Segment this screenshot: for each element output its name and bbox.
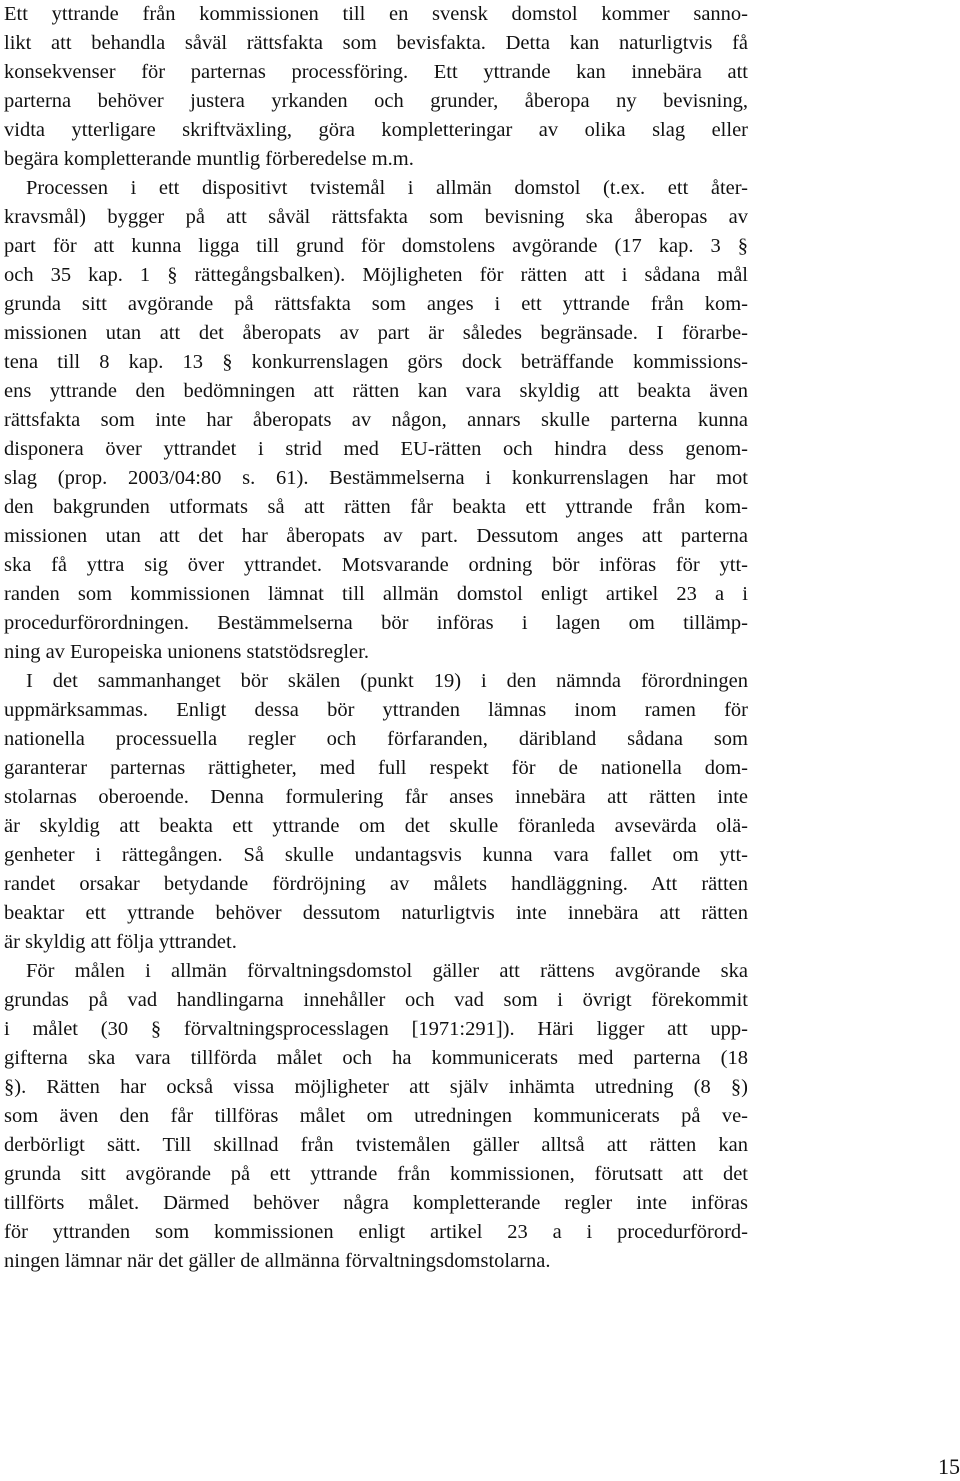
text-line: nationella processuella regler och förfaranden, däribland sådana som [4,728,748,750]
text-line: grunda sitt avgörande på ett yttrande från kommissionen, förutsatt att det [4,1163,748,1185]
text-line: Processen i ett dispositivt tvistemål i allmän domstol (t.ex. ett åter- [26,177,748,199]
text-line: ning av Europeiska unionens statstödsregler. [4,641,369,663]
text-line: randet orsakar betydande fördröjning av målets handläggning. Att rätten [4,873,748,895]
text-line: uppmärksammas. Enligt dessa bör yttranden lämnas inom ramen för [4,699,748,721]
text-line: I det sammanhanget bör skälen (punkt 19) i den nämnda förordningen [26,670,748,692]
text-line: vidta ytterligare skriftväxling, göra kompletteringar av olika slag eller [4,119,748,141]
text-line: part för att kunna ligga till grund för domstolens avgörande (17 kap. 3 § [4,235,748,257]
text-line: randen som kommissionen lämnat till allmän domstol enligt artikel 23 a i [4,583,748,605]
text-line: För målen i allmän förvaltningsdomstol gäller att rättens avgörande ska [26,960,748,982]
text-line: parterna behöver justera yrkanden och grunder, åberopa ny bevisning, [4,90,748,112]
text-line: kravsmål) bygger på att såväl rättsfakta som bevisning ska åberopas av [4,206,748,228]
text-line: tena till 8 kap. 13 § konkurrenslagen görs dock beträffande kommissions- [4,351,748,373]
text-line: likt att behandla såväl rättsfakta som bevisfakta. Detta kan naturligtvis få [4,32,748,54]
text-line: rättsfakta som inte har åberopats av någon, annars skulle parterna kunna [4,409,748,431]
text-line: ska få yttra sig över yttrandet. Motsvarande ordning bör införas för ytt- [4,554,748,576]
text-line: procedurförordningen. Bestämmelserna bör införas i lagen om tillämp- [4,612,748,634]
text-line: Ett yttrande från kommissionen till en svensk domstol kommer sanno- [4,3,748,25]
text-line: missionen utan att det har åberopats av part. Dessutom anges att parterna [4,525,748,547]
text-line: grundas på vad handlingarna innehåller och vad som i övrigt förekommit [4,989,748,1011]
text-line: för yttranden som kommissionen enligt artikel 23 a i procedurförord- [4,1221,748,1243]
text-line: genheter i rättegången. Så skulle undantagsvis kunna vara fallet om ytt- [4,844,748,866]
text-line: stolarnas oberoende. Denna formulering får anses innebära att rätten inte [4,786,748,808]
text-line: derbörligt sätt. Till skillnad från tvistemålen gäller alltså att rätten kan [4,1134,748,1156]
text-line: ens yttrande den bedömningen att rätten kan vara skyldig att beakta även [4,380,748,402]
text-line: tillförts målet. Därmed behöver några kompletterande regler inte införas [4,1192,748,1214]
text-line: §). Rätten har också vissa möjligheter att själv inhämta utredning (8 §) [4,1076,748,1098]
page-number: 15 [938,1454,960,1479]
text-line: och 35 kap. 1 § rättegångsbalken). Möjligheten för rätten att i sådana mål [4,264,748,286]
text-line: i målet (30 § förvaltningsprocesslagen [1971:291]). Häri ligger att upp- [4,1018,748,1040]
text-line: ningen lämnar när det gäller de allmänna förvaltningsdomstolarna. [4,1250,551,1272]
text-line: gifterna ska vara tillförda målet och ha kommunicerats med parterna (18 [4,1047,748,1069]
text-line: beaktar ett yttrande behöver dessutom naturligtvis inte innebära att rätten [4,902,748,924]
text-line: som även den får tillföras målet om utredningen kommunicerats på ve- [4,1105,748,1127]
text-line: är skyldig att följa yttrandet. [4,931,237,953]
text-line: grunda sitt avgörande på rättsfakta som anges i ett yttrande från kom- [4,293,748,315]
text-line: är skyldig att beakta ett yttrande om det skulle föranleda avsevärda olä- [4,815,748,837]
text-line: slag (prop. 2003/04:80 s. 61). Bestämmelserna i konkurrenslagen har mot [4,467,748,489]
text-line: den bakgrunden utformats så att rätten får beakta ett yttrande från kom- [4,496,748,518]
text-line: konsekvenser för parternas processföring. Ett yttrande kan innebära att [4,61,748,83]
text-line: missionen utan att det åberopats av part är således begränsade. I förarbe- [4,322,748,344]
text-line: garanterar parternas rättigheter, med full respekt för de nationella dom- [4,757,748,779]
text-line: disponera över yttrandet i strid med EU-rätten och hindra dess genom- [4,438,748,460]
text-line: begära kompletterande muntlig förberedelse m.m. [4,148,414,170]
